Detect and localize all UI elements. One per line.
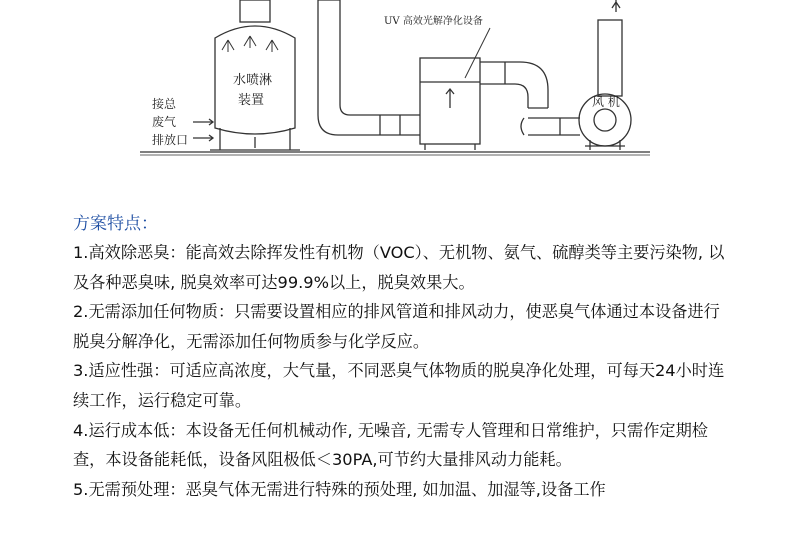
inlet-arrows	[193, 119, 213, 141]
fan	[579, 0, 631, 150]
fan-label: 风 机	[592, 95, 620, 109]
feature-item: 5.无需预处理：恶臭气体无需进行特殊的预处理, 如加温、加湿等,设备工作	[73, 479, 606, 499]
feature-item: 1.高效除恶臭：能高效去除挥发性有机物（VOC）、无机物、氨气、硫醇类等主要污染物, 以及各种恶臭味, 脱臭效率可达99.9%以上，脱臭效果大。	[73, 243, 725, 292]
process-diagram	[0, 0, 797, 200]
uv-unit	[420, 58, 480, 150]
inlet-label-1: 接总	[152, 97, 177, 111]
feature-item: 3.适应性强：可适应高浓度，大气量，不同恶臭气体物质的脱臭净化处理，可每天24小时连续工作，运行稳定可靠。	[73, 361, 725, 410]
pipe-to-fan	[480, 62, 580, 135]
features-title: 方案特点：	[73, 214, 158, 234]
inlet-label-3: 排放口	[152, 133, 189, 147]
feature-item: 2.无需添加任何物质：只需要设置相应的排风管道和排风动力，使恶臭气体通过本设备进行脱臭分解净化，无需添加任何物质参与化学反应。	[73, 302, 720, 351]
feature-item: 4.运行成本低：本设备无任何机械动作, 无噪音, 无需专人管理和日常维护，只需作定期检查，本设备能耗低，设备风阻极低＜30PA,可节约大量排风动力能耗。	[73, 420, 708, 470]
inlet-label-2: 废气	[152, 115, 177, 129]
uv-label: UV 高效光解净化设备	[384, 16, 483, 27]
spray-label-2: 装置	[238, 93, 265, 108]
spray-label-1: 水喷淋	[233, 73, 273, 88]
features-section	[73, 210, 733, 504]
features-list	[73, 238, 733, 504]
